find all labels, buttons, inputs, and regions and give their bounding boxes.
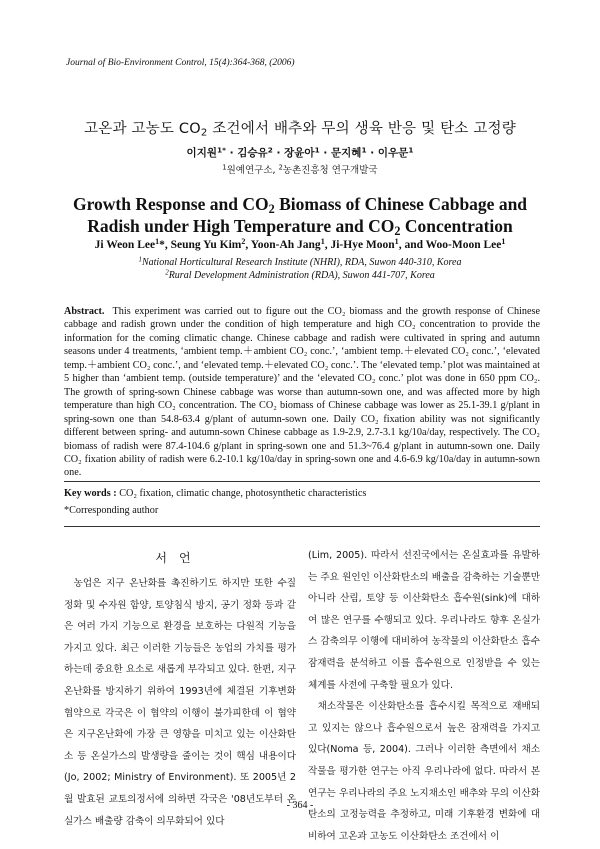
- title-subscript: 2: [268, 202, 275, 217]
- author-mark: 1: [501, 236, 506, 246]
- author-name: Seung Yu Kim: [170, 239, 242, 251]
- divider: [64, 526, 540, 527]
- paragraph: (Lim, 2005). 따라서 선진국에서는 온실효과를 유발하는 주요 원인인 이산화탄소의 배출을 감축하는 기술뿐만 아니라 산림, 토양 등 이산화탄소 흡수원(sink)에 대하여 많은 연구를 수행되고 있다. 우리나라도 향후 온실가스 감축의무 이행에 대비하여 농작물의 이산화탄소 흡수 잠재력을 분석하고 이를 흡수원으로 인정받을 수 있는 체계를 사전에 구축할 필요가 있다.: [308, 550, 540, 691]
- author-separator: ,: [324, 239, 331, 251]
- author-mark: 2: [267, 145, 273, 155]
- title-part: Radish under High Temperature and CO: [87, 216, 395, 236]
- author-mark: 1: [394, 236, 399, 246]
- author-mark: 1: [320, 236, 325, 246]
- page-number: - 364 -: [286, 800, 314, 811]
- author-separator: ·: [366, 147, 378, 159]
- author-name: Woo-Moon Lee: [425, 239, 502, 251]
- author-separator: ·: [272, 147, 285, 159]
- english-authors: [0, 236, 600, 251]
- english-affiliation: [0, 256, 600, 282]
- korean-title-subscript: 2: [200, 127, 208, 139]
- korean-title: [0, 117, 600, 138]
- author-name: 이우문: [377, 147, 409, 159]
- keywords: [64, 488, 366, 499]
- author-mark: 1*: [216, 145, 226, 155]
- author-separator: *,: [159, 239, 171, 251]
- affiliation-line-1: [0, 256, 600, 269]
- author-name: Ji Weon Lee: [94, 239, 156, 251]
- affil-mark: 2: [165, 268, 169, 277]
- abstract-text: This experiment was carried out to figure out the CO₂ biomass and the growth response of Chinese cabbage and radish grown under the condition of high temperature and high CO₂ concentration to provide the information for the coming climatic change. Chinese cabbage and radish were cultivated in spring and autumn seasons under 4 treatments, ‘ambient temp.＋ambient CO₂ conc.’, ‘ambient temp.＋elevated CO₂ conc.’, ‘elevated temp.＋ambient CO₂ conc.’, and ‘elevated temp.＋elevated CO₂ conc.’. The ‘elevated temp.’ plot was maintained at 5 higher than ‘ambient temp. (outside temperature)’ and the ‘elevated CO₂ conc.’ plot was done in 650 ppm CO₂. The growth of spring-sown Chinese cabbage was worse than autumn-sown one, and was affected more by high temperature than high CO₂ concentration. The CO₂ biomass of Chinese cabbage was lower as 25.1-39.1 g/plant in spring-sown one than 54.8-63.4 g/plant of autumn-sown one. Daily CO₂ fixation ability was not significantly different between spring- and autumn-sown Chinese cabbage as 1.9-2.9, 2.7-3.1 kg/10a/day, respectively. The CO₂ biomass of radish were 87.4-104.6 g/plant in spring-sown one and 51.3~76.4 g/plant in autumn-sown one. Daily CO₂ fixation ability of radish were 6.2-10.1 kg/10a/day in spring-sown one and 4.6-6.9 kg/10a/day in autumn-sown one.: [64, 306, 540, 479]
- author-name: 장윤아: [284, 147, 315, 159]
- author-mark: 1: [408, 145, 414, 155]
- korean-affiliation: [0, 162, 600, 176]
- affil-text: National Horticultural Research Institute (NHRI), RDA, Suwon 440-310, Korea: [141, 257, 462, 268]
- author-mark: 1: [155, 236, 160, 246]
- english-title: [0, 193, 600, 237]
- author-separator: ·: [225, 147, 238, 159]
- abstract: [64, 305, 540, 480]
- author-name: Yoon-Ah Jang: [250, 239, 321, 251]
- keywords-label: Key words :: [64, 488, 117, 499]
- author-separator: ·: [319, 147, 331, 159]
- author-name: 문지혜: [331, 147, 362, 159]
- title-subscript: 2: [394, 224, 401, 239]
- affil-mark-2: 2: [278, 163, 283, 172]
- author-separator: ,: [245, 239, 251, 251]
- author-name: 김승유: [237, 147, 268, 159]
- title-part: Biomass of Chinese Cabbage and: [274, 194, 528, 214]
- author-mark: 2: [241, 236, 246, 246]
- journal-header: Journal of Bio-Environment Control, 15(4):364-368, (2006): [66, 58, 295, 68]
- keywords-text: CO₂ fixation, climatic change, photosynthetic characteristics: [119, 488, 367, 499]
- author-mark: 1: [361, 145, 367, 155]
- paragraph: 농업은 지구 온난화를 촉진하기도 하지만 또한 수질 정화 및 수자원 함양, 토양침식 방지, 공기 정화 등과 같은 여러 가지 기능으로 환경을 보호하는 다원적 기능을 가지고 있다. 최근 이러한 기능들은 농업의 가치를 평가하는데 중요한 요소로 새롭게 부각되고 있다. 한편, 지구온난화를 방지하기 위하여 1993년에 체결된 기후변화협약으로 각국은 이 협약의 이행이 불가피한데 이 협약은 지구온난화에 가장 큰 영향을 미치고 있는 이산화탄소 등 온실가스의 발생량을 줄이는 것이 핵심 내용이다(Jo, 2002; Ministry of Environment). 또 2005년 2월 발효된 교토의정서에 의하면 각국은 '08년도부터 온실가스 배출량 감축이 의무화되어 있다: [64, 578, 296, 827]
- affil-mark-1: 1: [222, 163, 227, 172]
- author-name: 이지원: [186, 147, 217, 159]
- abstract-label: Abstract.: [64, 306, 105, 317]
- affil-text-2: 농촌진흥청 연구개발국: [282, 165, 378, 176]
- author-name: Ji-Hye Moon: [330, 239, 395, 251]
- affil-text: Rural Development Administration (RDA), Suwon 441-707, Korea: [168, 270, 435, 281]
- korean-title-text: 고온과 고농도 CO: [84, 121, 201, 137]
- paragraph: 채소작물은 이산화탄소를 흡수시킬 목적으로 재배되고 있지는 않으나 흡수원으로서 높은 잠재력을 가지고 있다(Noma 등, 2004). 그러나 이러한 측면에서 채소작물을 평가한 연구는 아직 우리나라에 없다. 따라서 본 연구는 우리나라의 주요 노지채소인 배추와 무의 이산화탄소의 고정능력을 추정하고, 미래 기후환경 변화에 대비하여 고온과 고농도 이산화탄소 조건에서 이: [308, 701, 540, 842]
- english-title-line-2: [0, 215, 600, 237]
- affil-mark: 1: [138, 255, 142, 264]
- title-part: Growth Response and CO: [72, 194, 269, 214]
- korean-authors: [0, 145, 600, 160]
- title-part: Concentration: [400, 216, 513, 236]
- left-column: [64, 573, 296, 832]
- corresponding-author-note: *Corresponding author: [64, 505, 159, 516]
- affiliation-line-2: [0, 269, 600, 282]
- author-separator: , and: [398, 239, 426, 251]
- author-mark: 1: [314, 145, 320, 155]
- divider: [64, 481, 540, 482]
- korean-title-text-end: 조건에서 배추와 무의 생육 반응 및 탄소 고정량: [207, 121, 516, 137]
- section-title: 서언: [155, 551, 203, 565]
- english-title-line-1: [0, 193, 600, 215]
- affil-text-1: 원예연구소,: [226, 165, 279, 176]
